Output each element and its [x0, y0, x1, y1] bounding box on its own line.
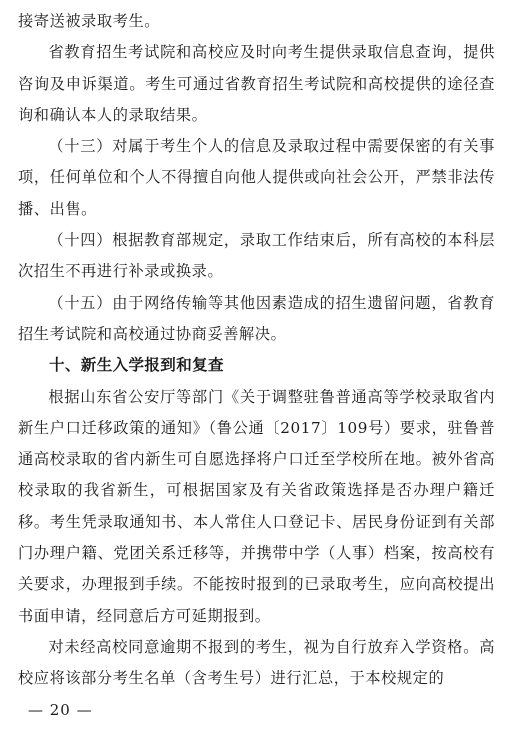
paragraph-registration-policy: 根据山东省公安厅等部门《关于调整驻鲁普通高等学校录取省内新生户口迁移政策的通知》（鲁公通〔2017〕109号）要求，驻鲁普通高校录取的省内新生可自愿选择将户口迁至学校所在地。被外省高校录取的我省新生，可根据国家及有关省政策选择是否办理户籍迁移。考生凭录取通知书、本人常住人口登记卡、居民身份证到有关部门办理户籍、党团关系迁移等，并携带中学（人事）档案，按高校有关要求，办理报到手续。不能按时报到的已录取考生，应向高校提出书面申请，经同意后方可延期报到。 — [18, 387, 495, 625]
page-number: — 20 — — [28, 701, 93, 719]
paragraph-continuation: 接寄送被录取考生。 — [18, 12, 161, 30]
document-body — [18, 6, 495, 695]
paragraph-item-15: （十五）由于网络传输等其他因素造成的招生遗留问题，省教育招生考试院和高校通过协商妥善解决。 — [18, 293, 495, 343]
paragraph-item-13: （十三）对属于考生个人的信息及录取过程中需要保密的有关事项，任何单位和个人不得擅自向他人提供或向社会公开，严禁非法传播、出售。 — [18, 137, 495, 218]
section-heading: 十、新生入学报到和复查 — [49, 356, 224, 375]
paragraph-admission-query: 省教育招生考试院和高校应及时向考生提供录取信息查询，提供咨询及申诉渠道。考生可通过省教育招生考试院和高校提供的途径查询和确认本人的录取结果。 — [18, 43, 495, 124]
paragraph-item-14: （十四）根据教育部规定，录取工作结束后，所有高校的本科层次招生不再进行补录或换录。 — [18, 231, 495, 281]
paragraph-late-registration: 对未经高校同意逾期不报到的考生，视为自行放弃入学资格。高校应将该部分考生名单（含考生号）进行汇总，于本校规定的 — [18, 637, 495, 688]
